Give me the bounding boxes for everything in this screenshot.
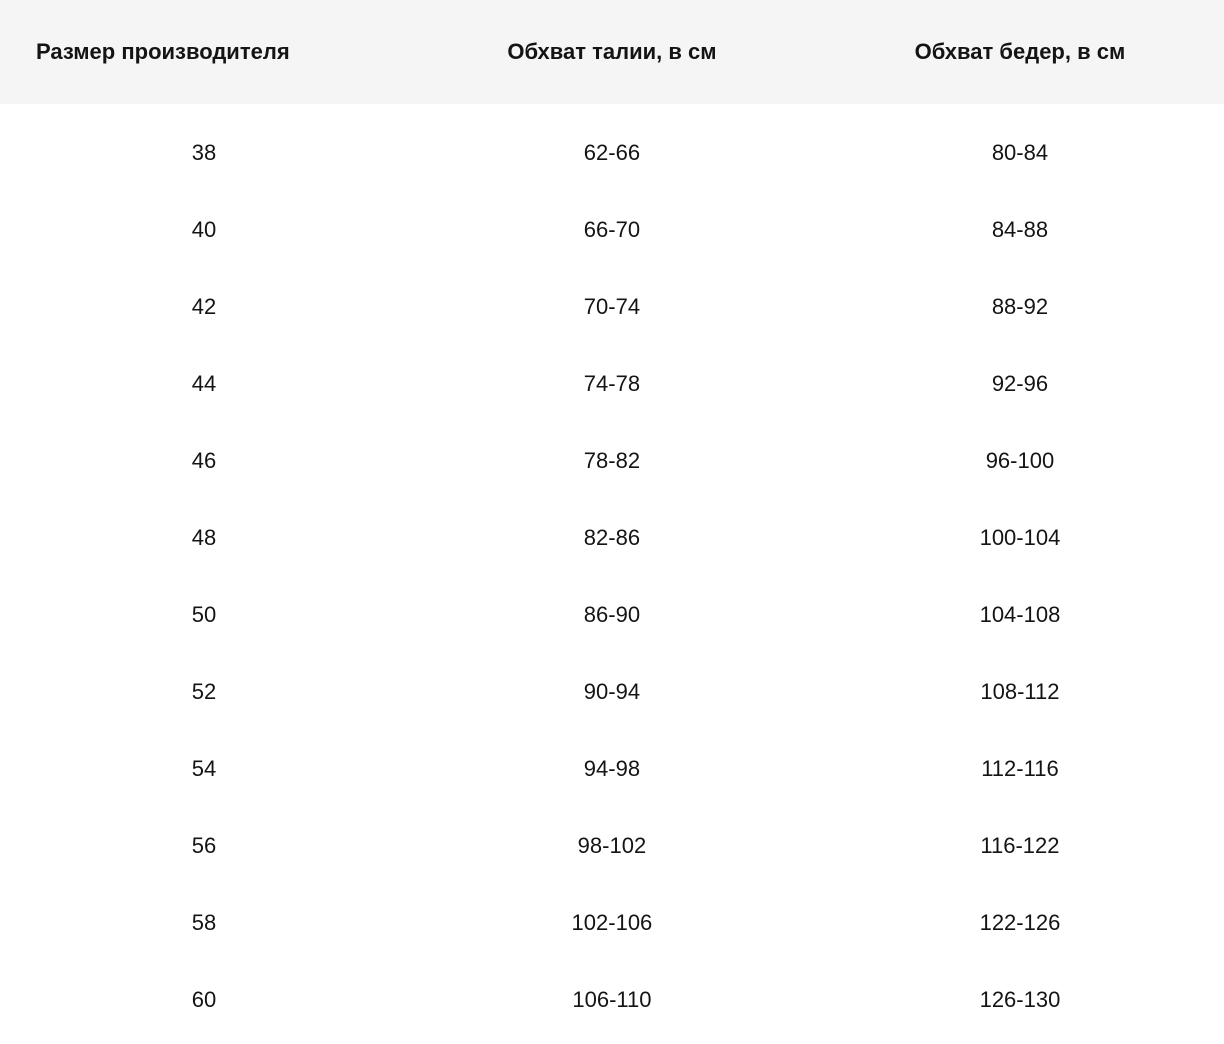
table-row [0,730,1224,807]
cell-waist: 86-90 [408,576,816,653]
cell-manufacturer-size: 40 [0,191,408,268]
cell-manufacturer-size: 48 [0,499,408,576]
cell-waist: 102-106 [408,884,816,961]
table-row [0,191,1224,268]
cell-hips: 108-112 [816,653,1224,730]
table-row [0,807,1224,884]
cell-waist: 106-110 [408,961,816,1038]
cell-manufacturer-size: 58 [0,884,408,961]
table-row [0,499,1224,576]
table-row [0,576,1224,653]
cell-hips: 126-130 [816,961,1224,1038]
cell-manufacturer-size: 54 [0,730,408,807]
cell-hips: 96-100 [816,422,1224,499]
column-header-manufacturer-size: Размер производителя [36,39,290,64]
cell-hips: 92-96 [816,345,1224,422]
cell-waist: 74-78 [408,345,816,422]
cell-waist: 82-86 [408,499,816,576]
table-row [0,884,1224,961]
table-row [0,104,1224,191]
cell-waist: 66-70 [408,191,816,268]
cell-hips: 80-84 [816,104,1224,191]
cell-hips: 112-116 [816,730,1224,807]
cell-waist: 90-94 [408,653,816,730]
cell-hips: 122-126 [816,884,1224,961]
cell-waist: 98-102 [408,807,816,884]
header-row [0,0,1224,104]
table-row [0,268,1224,345]
cell-waist: 62-66 [408,104,816,191]
column-header-waist: Обхват талии, в см [507,39,717,64]
cell-manufacturer-size: 56 [0,807,408,884]
table-row [0,961,1224,1038]
cell-hips: 84-88 [816,191,1224,268]
cell-manufacturer-size: 38 [0,104,408,191]
table-row [0,653,1224,730]
table-header [0,0,1224,104]
column-header-hips: Обхват бедер, в см [914,39,1126,64]
cell-waist: 78-82 [408,422,816,499]
table-row [0,422,1224,499]
cell-hips: 100-104 [816,499,1224,576]
cell-waist: 94-98 [408,730,816,807]
cell-manufacturer-size: 46 [0,422,408,499]
cell-hips: 88-92 [816,268,1224,345]
cell-manufacturer-size: 50 [0,576,408,653]
cell-manufacturer-size: 52 [0,653,408,730]
table-body [0,104,1224,1038]
cell-manufacturer-size: 60 [0,961,408,1038]
cell-manufacturer-size: 44 [0,345,408,422]
table-row [0,345,1224,422]
cell-manufacturer-size: 42 [0,268,408,345]
cell-hips: 104-108 [816,576,1224,653]
cell-hips: 116-122 [816,807,1224,884]
cell-waist: 70-74 [408,268,816,345]
